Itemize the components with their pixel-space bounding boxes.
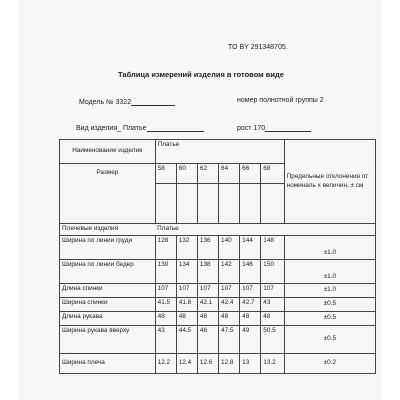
document-title: Таблица измерений изделия в готовом виде <box>118 70 284 79</box>
tolerance-value: ±1.0 <box>284 284 375 298</box>
measure-value: 13.2 <box>261 354 284 374</box>
measure-value: 48 <box>219 312 240 326</box>
spacer-cell <box>261 184 284 224</box>
spacer-cell <box>155 184 176 224</box>
item-name-header: Платье <box>155 140 284 164</box>
spacer-cell <box>197 184 218 224</box>
section-item: Платье <box>155 224 375 236</box>
measure-name: Ширина плеча <box>60 354 156 374</box>
item-type-field <box>76 123 204 132</box>
measure-value: 107 <box>261 284 284 298</box>
measure-value: 13 <box>240 354 261 374</box>
measure-value: 50.5 <box>261 326 284 354</box>
measure-value: 42.7 <box>240 298 261 312</box>
model-field <box>79 97 175 106</box>
measure-value: 107 <box>197 284 218 298</box>
measure-value: 42.1 <box>197 298 218 312</box>
height-underline <box>265 123 311 132</box>
measure-name: Длина рукава <box>60 312 156 326</box>
table-row <box>60 236 376 260</box>
measurement-table <box>59 139 376 374</box>
measure-value: 48 <box>155 312 176 326</box>
measure-value: 138 <box>197 260 218 284</box>
model-label: Модель № 3322 <box>79 99 132 106</box>
document-reference: TO BY 291348705. <box>228 44 288 51</box>
measure-value: 12.2 <box>155 354 176 374</box>
measure-value: 49 <box>240 326 261 354</box>
measure-value: 150 <box>261 260 284 284</box>
measure-value: 48 <box>176 312 197 326</box>
measure-value: 146 <box>240 260 261 284</box>
name-header: Наименование изделия <box>60 140 156 164</box>
model-underline <box>131 97 175 106</box>
table-row <box>60 326 376 354</box>
size-cell: 58 <box>155 164 176 184</box>
measure-name: Ширина рукава вверху <box>60 326 156 354</box>
measure-value: 12.8 <box>219 354 240 374</box>
size-cell: 62 <box>197 164 218 184</box>
group-field: номер полнотной группы 2 <box>237 97 324 104</box>
size-cell: 64 <box>219 164 240 184</box>
tolerance-value: ±0.5 <box>284 312 375 326</box>
measure-value: 47.5 <box>219 326 240 354</box>
measure-value: 107 <box>219 284 240 298</box>
measure-value: 107 <box>155 284 176 298</box>
tolerance-header: Предельные отклонения от номиналь х величин, ± см <box>284 140 375 224</box>
measure-value: 48 <box>261 312 284 326</box>
measure-name: Ширина по линии груди <box>60 236 156 260</box>
size-cell: 66 <box>240 164 261 184</box>
size-cell: 68 <box>261 164 284 184</box>
measure-value: 42.4 <box>219 298 240 312</box>
measure-value: 148 <box>261 236 284 260</box>
measure-value: 130 <box>155 260 176 284</box>
measure-value: 140 <box>219 236 240 260</box>
measure-name: Длина спинки <box>60 284 156 298</box>
table-row <box>60 354 376 374</box>
tolerance-value: ±0.5 <box>284 326 375 354</box>
measure-value: 44.5 <box>176 326 197 354</box>
spacer-cell <box>176 184 197 224</box>
height-label: рост 170 <box>237 125 266 132</box>
item-type-underline <box>147 123 204 132</box>
measure-value: 41.5 <box>155 298 176 312</box>
measure-value: 48 <box>240 312 261 326</box>
spacer-cell <box>219 184 240 224</box>
measure-name: Ширина спинки <box>60 298 156 312</box>
measure-value: 128 <box>155 236 176 260</box>
section-label: Плечевые изделия <box>60 224 156 236</box>
measure-value: 12.6 <box>197 354 218 374</box>
size-cell: 60 <box>176 164 197 184</box>
measure-value: 43 <box>155 326 176 354</box>
tolerance-value: ±0.2 <box>284 354 375 374</box>
size-label: Размер <box>60 164 156 184</box>
measure-value: 142 <box>219 260 240 284</box>
spacer-cell <box>60 184 156 224</box>
measure-value: 132 <box>176 236 197 260</box>
measure-value: 12.4 <box>176 354 197 374</box>
measure-value: 41.8 <box>176 298 197 312</box>
table-header-row <box>60 140 376 164</box>
section-row <box>60 224 376 236</box>
measure-value: 46 <box>197 326 218 354</box>
table-row <box>60 260 376 284</box>
measure-value: 107 <box>240 284 261 298</box>
measure-value: 144 <box>240 236 261 260</box>
measure-value: 107 <box>176 284 197 298</box>
measure-value: 134 <box>176 260 197 284</box>
measure-name: Ширина по линии бедер <box>60 260 156 284</box>
spacer-cell <box>240 184 261 224</box>
measure-value: 136 <box>197 236 218 260</box>
table-row <box>60 284 376 298</box>
tolerance-value: ±0.5 <box>284 298 375 312</box>
measure-value: 48 <box>197 312 218 326</box>
item-type-label: Вид изделия_ Платье <box>76 125 147 132</box>
table-row <box>60 298 376 312</box>
height-field <box>237 123 311 132</box>
measure-value: 43 <box>261 298 284 312</box>
tolerance-value: ±1.0 <box>284 260 375 284</box>
tolerance-value: ±1.0 <box>284 236 375 260</box>
table-row <box>60 312 376 326</box>
